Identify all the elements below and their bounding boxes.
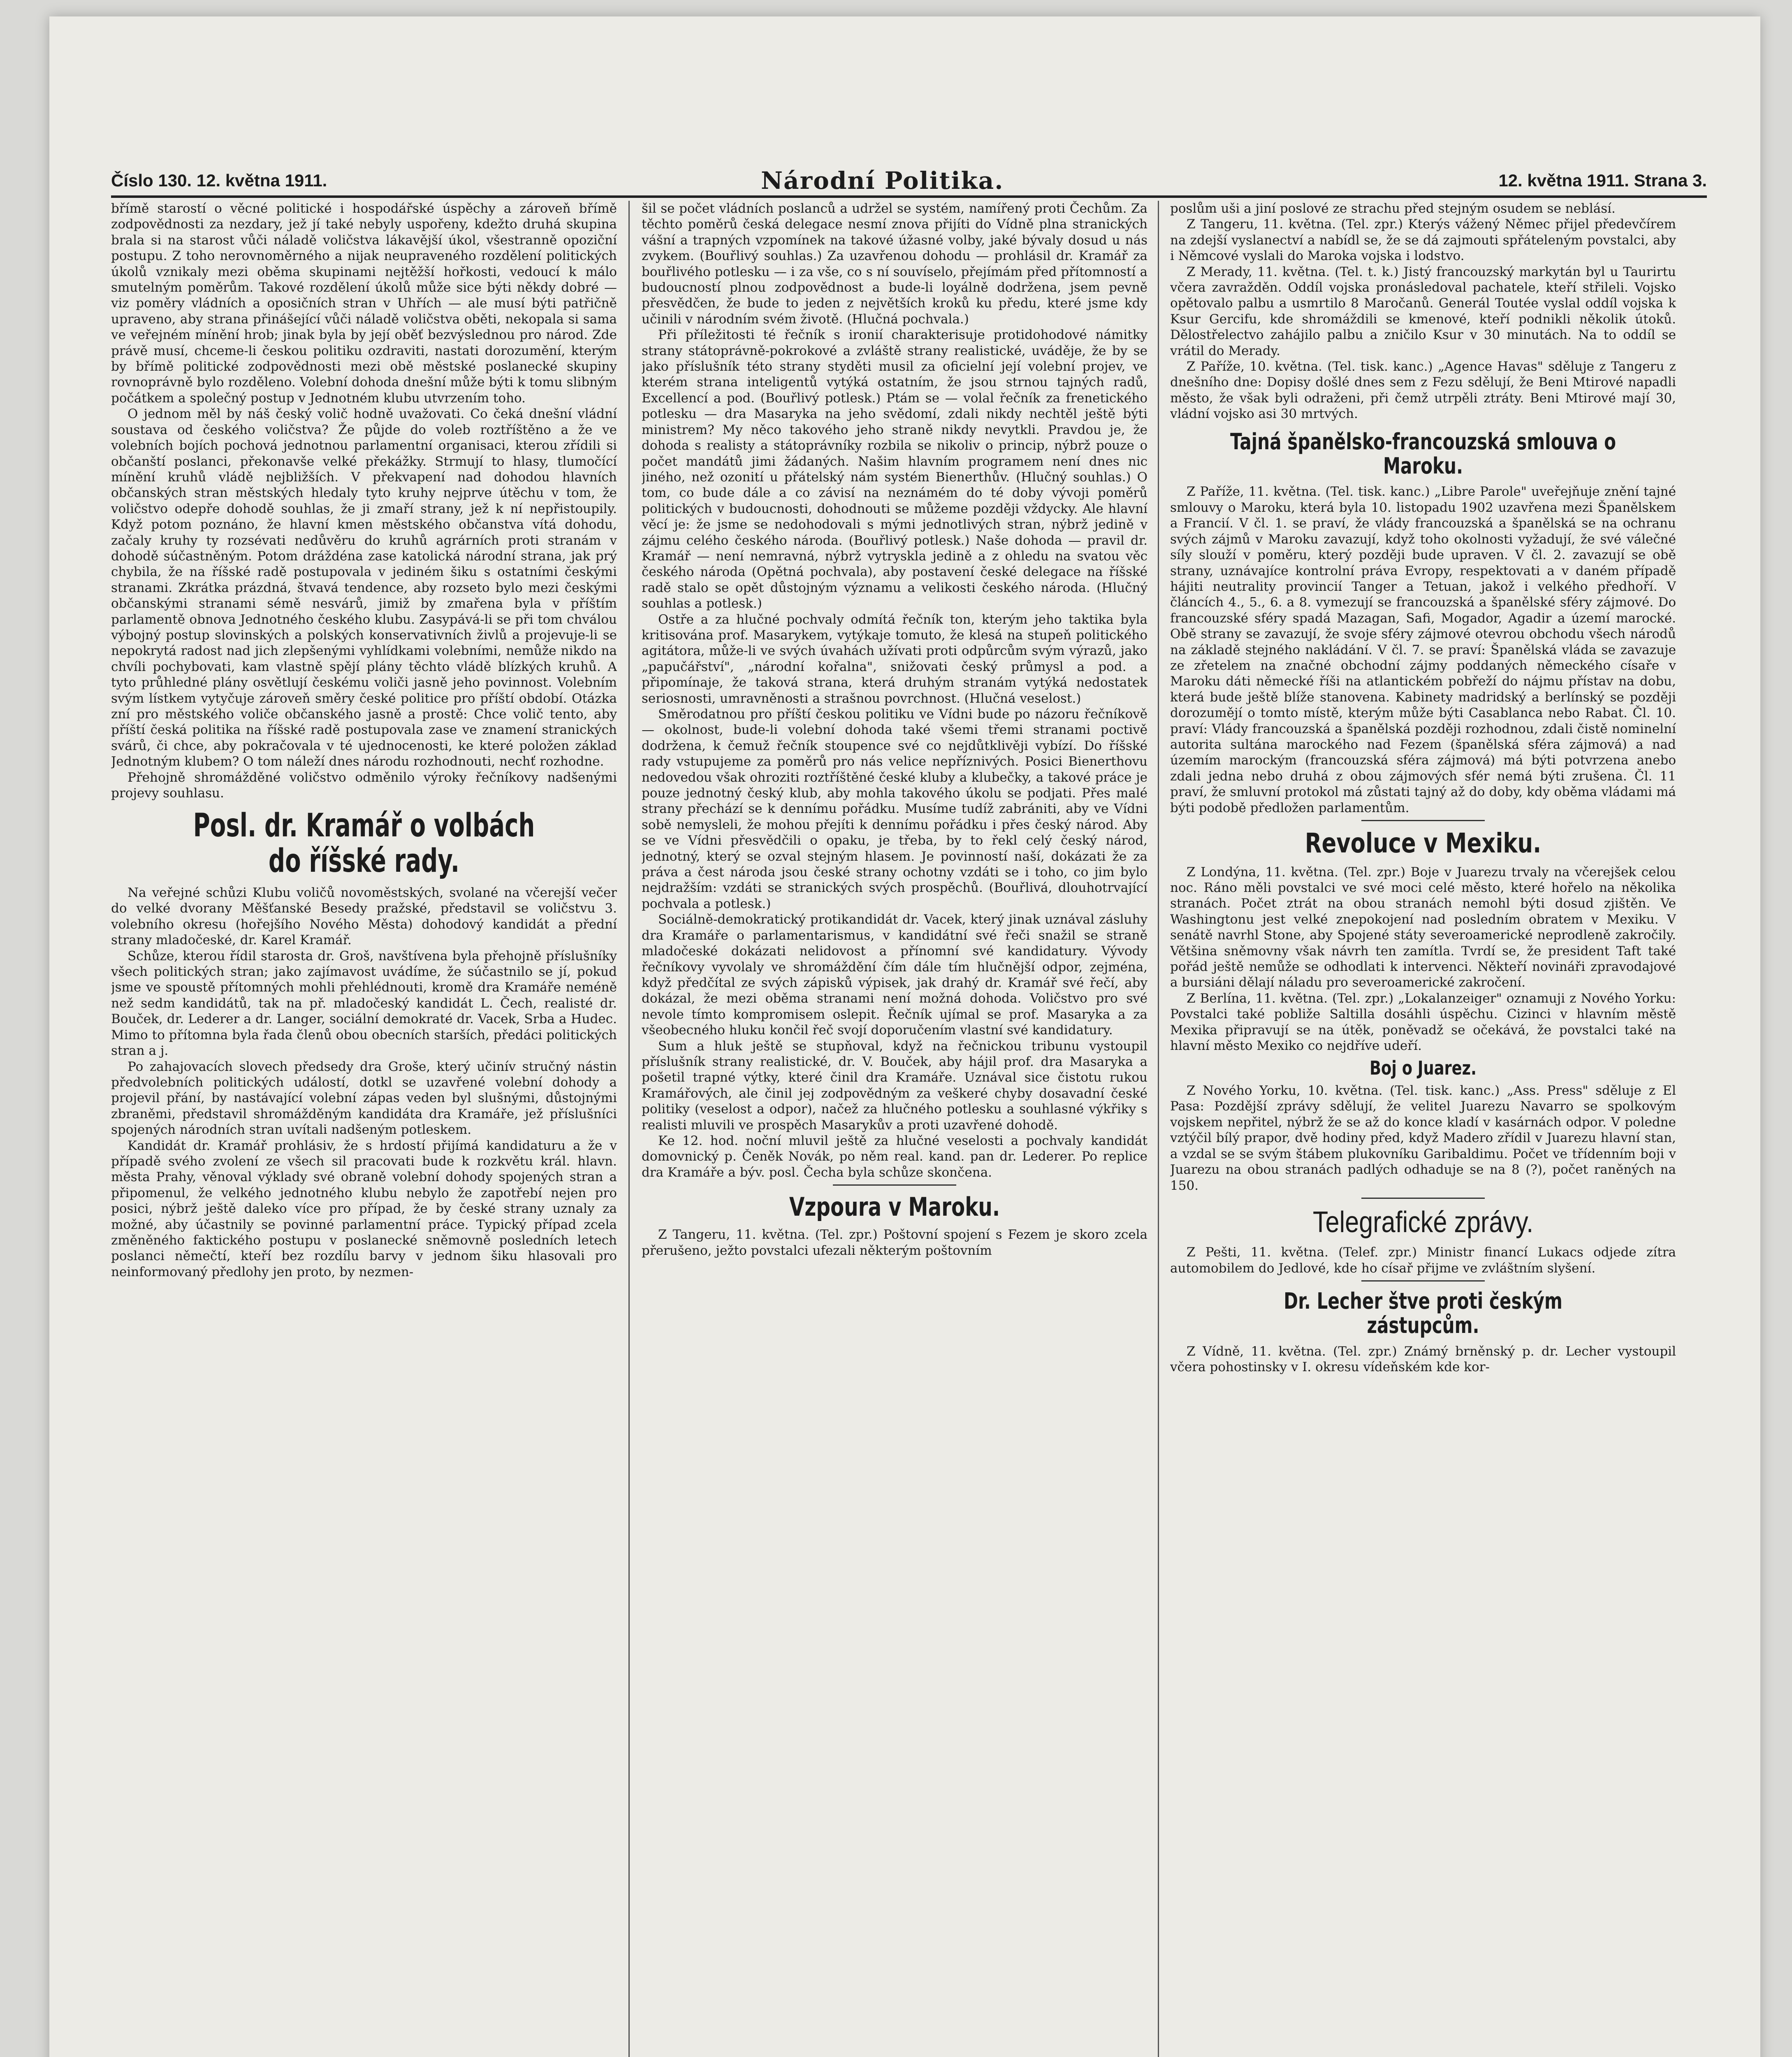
section-rule (1361, 1198, 1485, 1199)
paragraph: Při příležitosti té řečník s ironií charakterisuje protidohodové námitky strany státoprávně-pokrokové a zvláště strany realistické, uváděje, že by se jako příslušník této strany styděti musil za oficielní její volební projev, ve kterém strana inteligentů vytýká ostatním, že jsou strnou tajných radů, Excellencí a pod. (Bouřlivý potlesk.) Ptám se — volal řečník za frenetického potlesku — dra Masaryka na jeho svědomí, zdali nikdy nechtěl ještě býti ministrem? My něco takového jeho straně nikdy nevytkli. Pravdou je, že dohoda s realisty a státoprávníky rozbila se nikoliv o princip, nýbrž pouze o počet mandátů jimi žádaných. Našim hlavním programem není dnes nic jiného, než ozonití u přátelský nám systém Bienerthův. (Hlučný souhlas.) O tom, co bude dále a co závisí na neznámém do té doby vývoji poměrů politických v budoucnosti, dohodnouti se můžeme později vždycky. Ale hlavní věcí je: že jsme se nedohodovali s mými jednotlivých stran, nýbrž jedině v zájmu celého českého národa. (Bouřlivý potlesk.) Naše dohoda — pravil dr. Kramář — není nemravná, nýbrž vytryskla jedině a z ohledu na svatou věc českého národa (Opětná pochvala), aby postavení české delegace na říšské radě stalo se opět důstojným významu a velikosti českého národa. (Hlučný souhlas a potlesk.) (642, 327, 1148, 611)
article-headline: Dr. Lecher štve proti českým zástupcům. (1284, 1288, 1562, 1339)
page-header (111, 163, 1707, 195)
paragraph: Sociálně-demokratický protikandidát dr. Vacek, který jinak uznával zásluhy dra Kramáře o parlamentarismus, v kandidátní své řeči snažil se straně mladočeské dokázati nelidovost a přínomní své kandidatury. Vývody řečníkovy vyvolaly ve shromáždění čím dále tím hlučnější odpor, zejména, když předčítal ze svých zápisků výpisek, jak drahý dr. Kramář své řečí, aby dokázal, že mezi oběma stranami není možná dohoda. Voličstvo pro své nevole tímto kompromisem oslepit. Řečník ujímal se prof. Masaryka a za všeobecného hluku končil řeč svojí doporučením vlastní své kandidatury. (642, 912, 1148, 1038)
paragraph: Z Londýna, 11. května. (Tel. zpr.) Boje v Juarezu trvaly na včerejšek celou noc. Ráno měli povstalci ve své moci celé město, které hořelo na několika stranách. Počet ztrát na obou stranách nemohl býti dosud zjištěn. Ve Washingtonu jest velké znepokojení nad posledním obratem v Mexiku. V senátě navrhl Stone, aby Spojené státy severoamerické neprodleně zakročily. Většina sněmovny však návrh ten zamítla. Tvrdí se, že president Taft také pořád ještě nemůže se odhodlati k intervenci. Někteří novináři zpravodajové a bursiáni dělají náladu pro severoamerické zakročení. (1170, 864, 1676, 990)
paragraph: Z Tangeru, 11. května. (Tel. zpr.) Kterýs vážený Němec přijel předevčírem na zdejší vyslanectví a nabídl se, že se dá zajmouti spřáteleným povstalci, aby i Němcové vyslali do Maroka vojska i lodstvo. (1170, 217, 1676, 264)
paragraph: Kandidát dr. Kramář prohlásiv, že s hrdostí přijímá kandidaturu a že v případě svého zvolení ze všech sil pracovati bude k rozkvětu král. hlavn. města Prahy, věnoval výklady své obraně volební dohody spojených stran a připomenul, že velkého jednotného klubu nebylo že zapotřebí nejen pro posici, nýbrž ještě daleko více pro případ, že by české strany uznaly za možné, aby účastnily se povinné parlamentní práce. Typický případ zcela změněného faktického postupu v poslanecké sněmovně posledních letech poslanci němečtí, kteří bez rozdílu barvy v jednom šiku hlasovali pro neinformovaný předlohy jen proto, by nezmen- (111, 1138, 617, 1279)
column-1 (111, 201, 617, 2057)
article-headline: Vzpoura v Maroku. (789, 1192, 1000, 1222)
paragraph: Ke 12. hod. noční mluvil ještě za hlučné veselosti a pochvaly kandidát domovnický p. Čeněk Novák, po něm real. kand. pan dr. Lederer. Po replice dra Kramáře a býv. posl. Čecha byla schůze skončena. (642, 1133, 1148, 1180)
column-divider (628, 201, 630, 2057)
paragraph: Směrodatnou pro příští českou politiku ve Vídni bude po názoru řečníkově — okolnost, bude-li volební dohoda také všemi třemi stranami poctivě dodržena, k čemuž řečník stoupence své co nejdůtklivěji vybízí. Do říšské rady vstupujeme za poměrů pro nás velice nepříznivých. Posici Bienerthovu nedovedou však ohroziti roztříštěné české kluby a klubečky, a takové práce je pouze jednotný český klub, aby mohla takového úkolu se podjati. Přes malé strany přechází se k dennímu pořádku. Musíme tudíž zabrániti, aby ve Vídni sobě nemysleli, že mohou přejíti k dennímu pořádku i přes český národ. Aby se ve Vídni přesvědčili o opaku, je třeba, by to řekl celý český národ, jednotný, který se ozval stejným hlasem. Je povinností naší, dokázati že za práva a čest národa jsou české strany ochotny vzdáti se i toho, co jim bylo nejdražším: vzdáti se stranických svých prospěchů. (Bouřlivá, dlouhotrvající pochvala a potlesk.) (642, 707, 1148, 911)
paragraph: Z Paříže, 10. května. (Tel. tisk. kanc.) „Agence Havas" sděluje z Tangeru z dnešního dne: Dopisy došlé dnes sem z Fezu sdělují, že Beni Mtirové napadli město, že však byli odraženi, při čemž utrpěli ztráty. Beni Mtirové mají 30, vládní vojsko asi 30 mrtvých. (1170, 359, 1676, 422)
paragraph: Přehojně shromážděné voličstvo odměnilo výroky řečníkovy nadšenými projevy souhlasu. (111, 770, 617, 801)
section-rule (1361, 820, 1485, 821)
article-headline: Tajná španělsko-francouzská smlouva o Maroku. (1230, 428, 1616, 479)
column-3 (1170, 201, 1676, 2057)
section-rule (833, 1184, 956, 1186)
paragraph: O jednom měl by náš český volič hodně uvažovati. Co čeká dnešní vládní soustava od českého voličstva? Že půjde do voleb roztříštěno a že ve volebních bojích pochová jednotnou parlamentní organisaci, kterou zřídili si občanští poslanci, překonavše velké překážky. Strmují to hlasy, tlumočící mínění kruhů vládě nejbližších. V překvapení nad dohodou hlavních občanských stran městských hledaly tyto kruhy nejprve útěchu v tom, že voličstvo odepře dohodě souhlas, že ji zmaří strany, jež k ní nepřistoupily. Když potom poznáno, že hlavní kmen městského občanstva vítá dohodu, začaly kruhy ty rozsévati nedůvěru do kruhů agrárních proti stranám v dohodě súčastněným. Potom dráždéna zase katolická národní strana, jak prý chybila, že na říšské radě postupovala v jediném šiku s ostatními českými stranami. Zkrátka prázdná, štvavá tendence, aby rozseto bylo mezi českými občanskými stranami sémě nesvárů, jimiž by zmařena byla v příštím parlamentě obnova Jednotného českého klubu. Zasypává-li se při tom chválou výbojný postup slovinských a polských konservativních živlů a projevuje-li se nepokrytá radost nad jich zlepšenými vyhlídkami volebními, nemůže nikdo na chvíli pochybovati, kam vlastně spějí plány těchto vládě blízkých kruhů. A tyto průhledné plány osvětlují českému voliči jasně jeho povinnost. Volebním svým lístkem vytyčuje zároveň směry české politice pro příští období. Otázka zní pro městského voliče občanského jasně a prostě: Chce volič tento, aby příští česká politika na říšské radě postupovala zase ve znamení stranických svárů, či chce, aby pokračovala v té ujednocenosti, ke které položen základ Jednotným klubem? O tom náleží dnes národu rozhodnouti, nechť rozhodne. (111, 406, 617, 769)
column-2 (642, 201, 1148, 2057)
paragraph: Z Pešti, 11. května. (Telef. zpr.) Ministr financí Lukacs odjede zítra automobilem do Jedlové, kde ho císař přijme ve zvláštním slyšení. (1170, 1245, 1676, 1276)
paragraph: Schůze, kterou řídil starosta dr. Groš, navštívena byla přehojně příslušníky všech politických stran; jako zajímavost uvádíme, že súčastnilo se jí, pokud jsme ve spoustě přítomných mohli přehlédnouti, kromě dra Kramáře neméně než sedm kandidátů, tak na př. mladočeský kandidát L. Čech, realisté dr. Bouček, dr. Lederer a dr. Langer, sociální demokraté dr. Vacek, Srba a Hudec. Mimo to přítomna byla řada členů obou obecních starších, předáci politických stran a j. (111, 948, 617, 1059)
header-rule (111, 195, 1707, 198)
article-headline: Posl. dr. Kramář o volbách do říšské rady. (193, 807, 535, 880)
date-page-number: 12. května 1911. Strana 3. (1498, 171, 1707, 190)
paragraph: Z Paříže, 11. května. (Tel. tisk. kanc.) „Libre Parole" uveřejňuje znění tajné smlouvy o Maroku, která byla 10. listopadu 1902 uzavřena mezi Španělskem a Francií. V čl. 1. se praví, že vlády francouzská a španělská se na ochranu svých zájmů v Maroku zavazují, když toho okolnosti vyžadují, že své válečné síly slouží v poměru, který později bude upraven. V čl. 2. zavazují se obě strany, uznávajíce kontrolní práva Evropy, respektovati a v daném případě hájiti neutrality provincií Tanger a Tetuan, jakož i velkého předhoří. V článcích 4., 5., 6. a 8. vymezují se francouzská a španělské sféry zájmové. Do francouzské sféry spadá Mazagan, Safi, Mogador, Agadir a území marocké. Obě strany se zavazují, že svoje sféry zájmové otevrou obchodu všech národů na základě stejného nakládání. V čl. 7. se praví: Španělská vláda se zavazuje ze zřetelem na značné obchodní zájmy poddaných německého císaře v Maroku dáti německé říši na atlantickém pobřeží do nájmu přístav na dobu, která bude ještě blíže stanovena. Kabinety madridský a berlínský se později dorozumějí o tomto místě, kterým může býti Casablanca nebo Rabat. Čl. 10. praví: Vlády francouzská a španělská později rozhodnou, zdali čistě nominelní autorita sultána marockého nad Fezem (španělská sféra zájmová) a nad územím marockým (francouzská sféra zájmová) má býti potvrzena anebo zdali jedna nebo druhá z obou zájmových sfér nemá býti zrušena. Čl. 11 praví, že smluvní protokol má zůstati tajný až do doby, kdy oběma vládami má býti podobě předložen parlamentům. (1170, 484, 1676, 815)
masthead-title: Národní Politika. (761, 167, 1004, 195)
article-headline: Telegrafické zprávy. (1312, 1205, 1534, 1239)
article-headline: Revoluce v Mexiku. (1305, 827, 1542, 859)
paragraph: Z Vídně, 11. května. (Tel. zpr.) Známý brněnský p. dr. Lecher vystoupil včera pohostinsky v I. okresu vídeňském kde kor- (1170, 1344, 1676, 1375)
paragraph: Z Nového Yorku, 10. května. (Tel. tisk. kanc.) „Ass. Press" sděluje z El Pasa: Pozdější zprávy sdělují, že velitel Juarezu Navarro se spolkovým vojskem nepřitel, nýbrž že se až do konce kladí v kasárnách odpor. V poledne vztýčil bílý prapor, dvě hodiny před, když Madero zřídil v Juarezu hlavní stan, a vzdal se se svým štábem plukovníku Garibaldimu. Počet ve třídenním boji v Juarezu na obou stranách padlých odhaduje se na 8 (?), počet raněných na 150. (1170, 1083, 1676, 1193)
paragraph: Po zahajovacích slovech předsedy dra Groše, který učinív stručný nástin předvolebních politických událostí, dotkl se uzavřené volební dohody a projevil přání, by nastávající volební zápas veden byl slušnými, důstojnými zbraněmi, představil shromážděným kandidáta dra Kramáře, jež příslušníci spojených národních stran uvítali nadšeným potleskem. (111, 1059, 617, 1138)
article-subheadline: Boj o Juarez. (1369, 1057, 1477, 1080)
paragraph: Na veřejné schůzi Klubu voličů novoměstských, svolané na včerejší večer do velké dvorany Měšťanské Besedy pražské, představil se voličstvu 3. volebního okresu (hořejšího Nového Města) dohodový kandidát a přední strany mladočeské, dr. Karel Kramář. (111, 885, 617, 948)
paragraph: Z Berlína, 11. května. (Tel. zpr.) „Lokalanzeiger" oznamuji z Nového Yorku: Povstalci také pobliže Saltilla dosáhli úspěchu. Cizinci v hlavním městě Mexika připravují se na útěk, poněvadž se očekává, že povstalci také na hlavní město Mexiko co nejdříve udeří. (1170, 991, 1676, 1054)
paragraph: Sum a hluk ještě se stupňoval, když na řečnickou tribunu vystoupil příslušník strany realistické, dr. V. Bouček, aby hájil prof. dra Masaryka a pošetil trapné výtky, které činil dra Kramáře. Uznával sice čistotu rukou Kramářových, ale činil jej zodpovědným za veškeré chyby dosavadní české politiky (veselost a odpor), načež za hlučného potlesku a souhlasné výkřiky s realisti mluvili ve prospěch Masarykův a proti uzavřené dohodě. (642, 1038, 1148, 1133)
paragraph: Z Merady, 11. května. (Tel. t. k.) Jistý francouzský markytán byl u Taurirtu včera zavražděn. Oddíl vojska pronásledoval pachatele, kteří střileli. Vojsko opětovalo palbu a usmrtilo 8 Maročanů. Generál Toutée vyslal oddíl vojska k Ksur Gercifu, kde shromáždili se kmenové, kteří podnikli několik útoků. Dělostřelectvo zahájilo palbu a zničilo Ksur v 30 minutách. Na to oddíl se vrátil do Merady. (1170, 264, 1676, 358)
paragraph: Ostře a za hlučné pochvaly odmítá řečník ton, kterým jeho taktika byla kritisována prof. Masarykem, vytýkaje tomuto, že klesá na stupeň politického agitátora, může-li ve svých úvahách užívati proti odpůrcům svým výrazů, jako „papučářství", „národní kořalna", snižovati český průmysl a pod. a připomínaje, že taková strana, která druhým stranám vytýká nedostatek seriosnosti, umravněnosti a strašnou povrchnost. (Hlučná veselost.) (642, 612, 1148, 706)
paragraph: Z Tangeru, 11. května. (Tel. zpr.) Poštovní spojení s Fezem je skoro zcela přerušeno, ježto povstalci ufezali některým poštovním (642, 1227, 1148, 1258)
issue-number-date: Číslo 130. 12. května 1911. (111, 171, 327, 190)
newspaper-page (49, 16, 1760, 2057)
paragraph: břímě starostí o věcné politické i hospodářské úspěchy a zároveň břímě zodpovědnosti za nezdary, jež jí také nebyly uspořeny, kdežto druhá skupina brala si na starost vůči náladě voličstva lákavější úkol, všestranně opoziční postupu. Z toho nerovnoměrného a nijak neupraveného rozdělení politických úkolů vznikaly mezi oběma skupinami nejtěžší hořkosti, vedoucí k málo smutelným poměrům. Takové rozdělení úkolů může sice býti někdy dobré — viz poměry vládních a oposičních stran v Uhřích — ale musí býti patřičně upraveno, aby strana přinášející vůči náladě voličstva oběti, nekopala si sama ve veřejném mínění hrob; jinak byla by její oběť bezvýslednou pro národ. Zde právě musí, chceme-li českou politiku ozdraviti, nastati dorozumění, kterým by břímě politické zodpovědnosti mezi obě městské poslanecké skupiny rovnoprávně bylo rozděleno. Volební dohoda dnešní může býti k tomu slibným počátkem a společný postup v Jednotném klubu utvrzením toho. (111, 201, 617, 406)
paragraph: poslům uši a jiní poslové ze strachu před stejným osudem se neblásí. (1170, 201, 1616, 216)
section-rule (1361, 1280, 1485, 1282)
paragraph: šil se počet vládních poslanců a udržel se systém, namířený proti Čechům. Za těchto poměrů česká delegace nesmí znova přijíti do Vídně plna stranických vášní a trapných vzpomínek na takové úžasné volby, jaké bývaly dosud u nás zvykem. (Bouřlivý souhlas.) Za uzavřenou dohodu — prohlásil dr. Kramář za bouřlivého potlesku — i za vše, co s ní souvíselo, přejímám před přítomností a budoucností plnou zodpovědnost a bude-li loyálně dodržena, jsem pevně přesvědčen, že bude to jeden z největších kroků ku předu, které jsme kdy učinili v národním svém životě. (Hlučná pochvala.) (642, 201, 1148, 327)
column-divider (1158, 201, 1159, 2057)
